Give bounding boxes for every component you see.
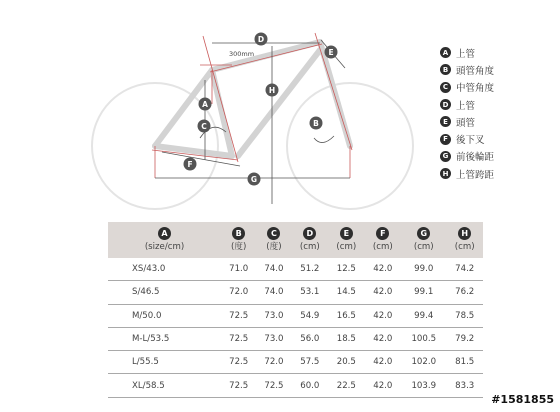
frame [155,42,350,156]
table-cell: 103.9 [401,374,446,397]
table-cell: 79.2 [446,327,483,350]
column-header: D (cm) [292,222,329,258]
marker-D [255,33,268,46]
marker-badge: C [440,82,451,93]
table-row [108,374,483,397]
table-cell: 99.1 [401,281,446,304]
legend-item [440,113,555,130]
table-cell: 42.0 [365,281,402,304]
svg-text:G: G [250,175,258,184]
marker-B [310,117,323,130]
size-cell: S/46.5 [108,281,221,304]
table-cell: 78.5 [446,304,483,327]
legend-item [440,44,555,61]
size-cell: XL/58.5 [108,374,221,397]
table-row [108,281,483,304]
table-cell: 53.1 [292,281,329,304]
table-cell: 83.3 [446,374,483,397]
geometry-table [108,222,483,398]
size-cell: XS/43.0 [108,258,221,281]
table-cell: 72.5 [256,374,291,397]
table-cell: 42.0 [365,258,402,281]
table-cell: 56.0 [292,327,329,350]
legend-label: 前後輪距 [456,152,495,164]
marker-badge: H [458,227,471,240]
marker-badge: B [440,64,451,75]
table-cell: 99.4 [401,304,446,327]
marker-badge: D [303,227,316,240]
table-cell: 71.0 [221,258,256,281]
table-cell: 20.5 [328,351,365,374]
legend-item [440,79,555,96]
svg-text:C: C [201,122,207,131]
legend-item [440,148,555,165]
table-cell: 12.5 [328,258,365,281]
table-cell: 54.9 [292,304,329,327]
table-cell: 72.0 [256,351,291,374]
column-header: E (cm) [328,222,365,258]
table-cell: 74.0 [256,281,291,304]
marker-C [198,120,211,133]
svg-text:E: E [328,48,334,57]
table-cell: 102.0 [401,351,446,374]
marker-F [184,158,197,171]
legend-item [440,165,555,182]
svg-text:B: B [313,119,319,128]
column-header: G (cm) [401,222,446,258]
table-cell: 51.2 [292,258,329,281]
table-cell: 72.5 [221,304,256,327]
marker-badge: G [417,227,430,240]
legend-label: 頭管角度 [456,65,495,77]
legend-label: 中管角度 [456,83,495,95]
table-cell: 72.5 [221,374,256,397]
table-cell: 16.5 [328,304,365,327]
size-cell: L/55.5 [108,351,221,374]
marker-badge: E [440,116,451,127]
table-cell: 74.0 [256,258,291,281]
column-header: F (cm) [365,222,402,258]
legend-label: 頭管 [456,117,476,129]
table-cell: 42.0 [365,351,402,374]
watermark: #1581855 [491,393,554,406]
table-row [108,327,483,350]
table-cell: 73.0 [256,304,291,327]
legend-label: 上管 [456,100,476,112]
table-cell: 74.2 [446,258,483,281]
marker-badge: E [340,227,353,240]
table-cell: 14.5 [328,281,365,304]
legend-item [440,61,555,78]
table-cell: 72.5 [221,327,256,350]
table-cell: 81.5 [446,351,483,374]
table-row [108,258,483,281]
size-cell: M/50.0 [108,304,221,327]
column-header: H (cm) [446,222,483,258]
legend-item [440,96,555,113]
size-cell: M-L/53.5 [108,327,221,350]
marker-badge: D [440,99,451,110]
table-cell: 72.5 [221,351,256,374]
table-cell: 42.0 [365,327,402,350]
marker-badge: C [267,227,280,240]
top-tube-callout: 300mm [229,50,255,58]
table-cell: 73.0 [256,327,291,350]
table-cell: 57.5 [292,351,329,374]
legend-label: 後下叉 [456,135,485,147]
marker-badge: A [158,227,171,240]
table-row [108,351,483,374]
svg-text:A: A [202,100,208,109]
svg-text:H: H [268,86,276,95]
table-cell: 42.0 [365,304,402,327]
legend [440,44,555,182]
table-cell: 22.5 [328,374,365,397]
svg-text:F: F [187,160,193,169]
table-cell: 72.0 [221,281,256,304]
marker-badge: B [232,227,245,240]
svg-text:D: D [257,35,265,44]
marker-badge: H [440,168,451,179]
table-cell: 60.0 [292,374,329,397]
marker-badge: F [440,134,451,145]
legend-item [440,130,555,147]
marker-A [199,98,212,111]
table-cell: 100.5 [401,327,446,350]
table-cell: 18.5 [328,327,365,350]
column-header: C (度) [256,222,291,258]
column-header: A (size/cm) [108,222,221,258]
marker-H [266,84,279,97]
legend-label: 上管跨距 [456,169,495,181]
marker-G [248,173,261,186]
table-row [108,304,483,327]
marker-badge: A [440,47,451,58]
table-cell: 99.0 [401,258,446,281]
table-cell: 42.0 [365,374,402,397]
marker-badge: G [440,151,451,162]
column-header: B (度) [221,222,256,258]
table-cell: 76.2 [446,281,483,304]
table-header-row [108,222,483,258]
marker-badge: F [376,227,389,240]
legend-label: 上管 [456,48,476,60]
marker-E [325,46,338,59]
